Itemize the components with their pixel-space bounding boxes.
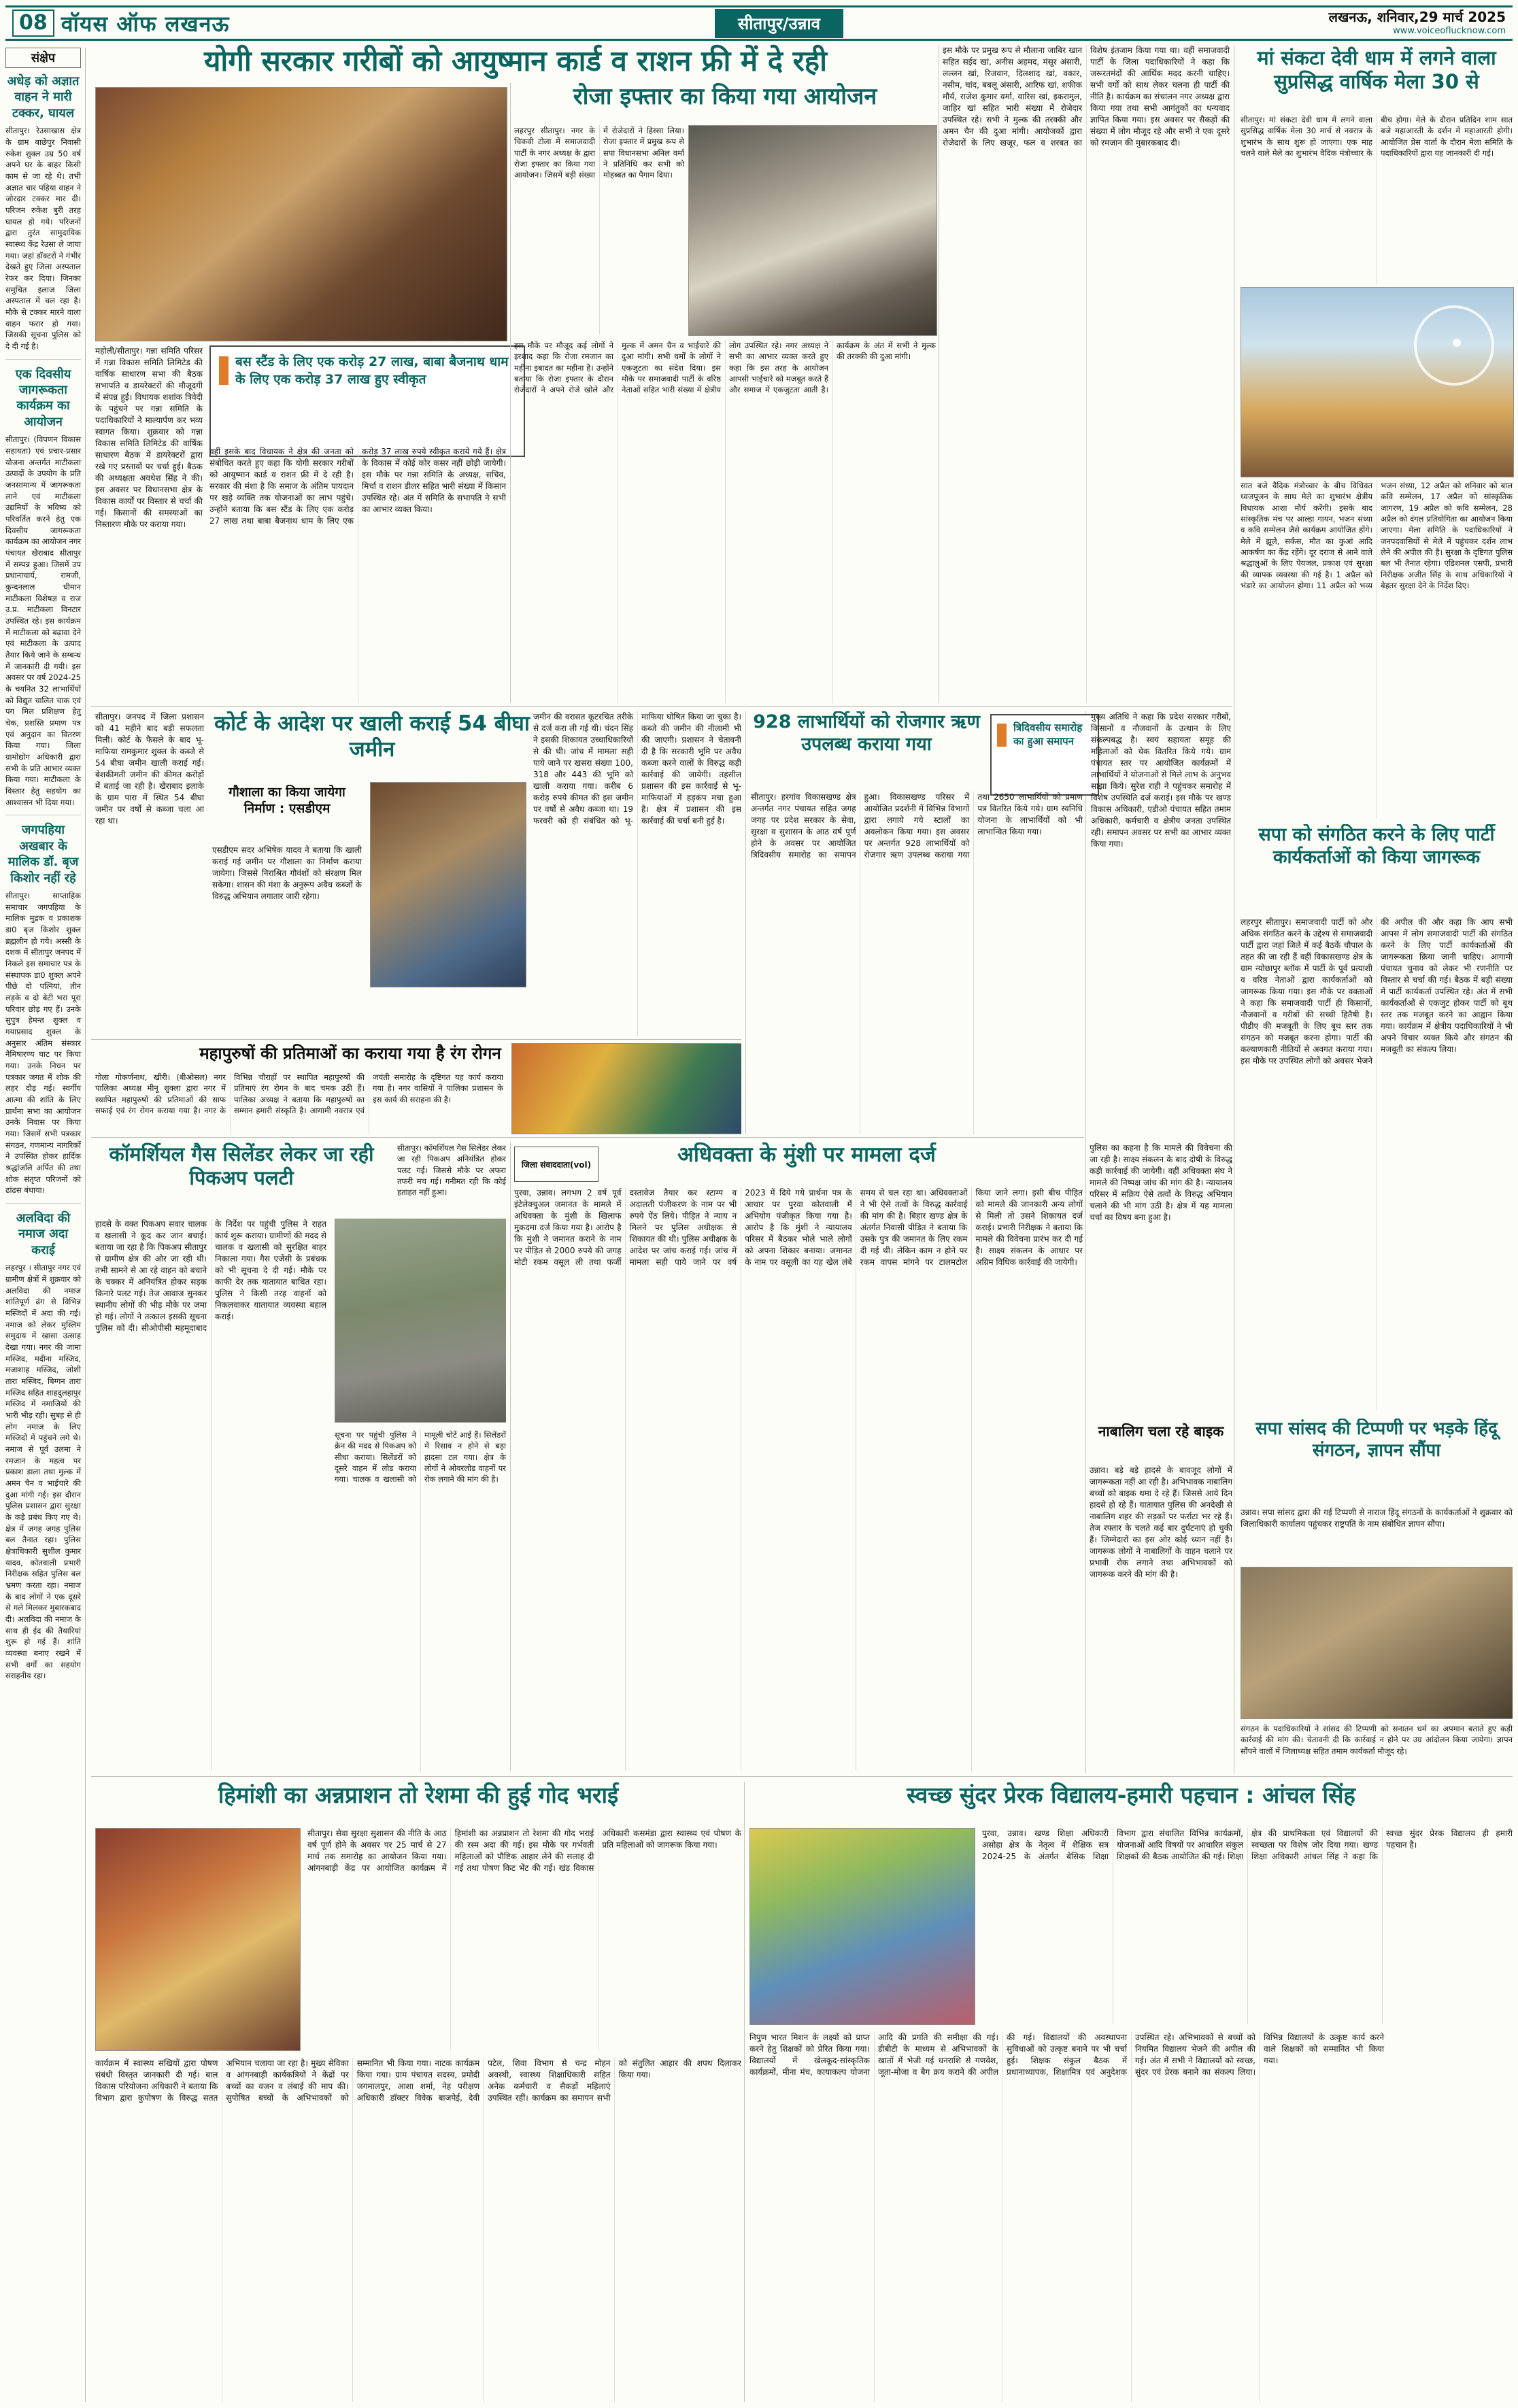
- divider: [510, 1142, 511, 1771]
- loan-headline: 928 लाभार्थियों को रोजगार ऋण उपलब्ध कराया गया: [753, 711, 980, 755]
- lead-subhead-text: बस स्टैंड के लिए एक करोड़ 27 लाख, बाबा बैजनाथ धाम के लिए एक करोड़ 37 लाख हुए स्वीकृत: [235, 354, 509, 387]
- hindu-body-bottom: संगठन के पदाधिकारियों ने सांसद की टिप्पणी को सनातन धर्म का अपमान बताते हुए कड़ी कार्रवाई की मांग की। चेतावनी दी कि कार्रवाई न होने पर उग्र आंदोलन किया जायेगा। ज्ञापन सौंपने वालों में जिलाध्यक्ष सहित तमाम कार्यकर्ता मौजूद रहे।: [1241, 1724, 1513, 1756]
- loan-article: [751, 711, 1231, 1134]
- bullet-icon: [997, 724, 1007, 747]
- divider: [91, 1776, 1513, 1777]
- loan-subhead-text: त्रिदिवसीय समारोह का हुआ समापन: [1013, 722, 1083, 748]
- brief-body: सीतापुर। (विपणन विकास सहायता) एवं प्रचार-प्रसार योजना अन्तर्गत माटीकला उत्पादों के उपयोग के प्रति जनसामान्य में जागरूकता लाने एवं माटीकला उद्यमियों के भविष्य को परिवर्तित करने हेतु एक दिवसीय जागरूकता कार्यक्रम का आयोजन नगर पंचायत खैराबाद सीतापुर में सम्पन्न हुआ। जिसमें उप प्रधानाचार्य, रामजी, कुन्दनलाल धीमान माटीकला विशेषज्ञ व राज उ.प्र. माटीकला विनटार उपस्थित रहे। इस कार्यक्रम में माटीकला को बढ़ावा देने एवं माटीकला के उत्पाद तैयार किये जाने के सम्बन्ध में जानकारी दी गयी। इस अवसर पर वर्ष 2024-25 के चयनित 32 लाभार्थियों को विद्युत चालित चाक एवं पग मिल प्रशिक्षण हेतु चेक, प्रशस्ति प्रमाण पत्र एवं अनुदान का वितरण किया गया। जिला ग्रामोद्योग अधिकारी द्वारा सभी के प्रति आभार व्यक्त किया गया। माटीकला के विस्तार हेतु सहयोग का आश्वासन भी दिया गया।: [5, 435, 81, 807]
- spa-article: [1241, 824, 1513, 1410]
- minor-bike-headline: नाबालिग चला रहे बाइक: [1098, 1423, 1224, 1440]
- munshi-body: पुरवा, उन्नाव। लगभग 2 वर्ष पूर्व इंटेलेक्चुअल जमानत के मामले में अधिवक्ता के मुंशी के खिलाफ मुकदमा दर्ज किया गया है। आरोप है कि मुंशी ने जमानत कराने के नाम पर पीड़ित से 2000 रुपये की जगह मोटी रकम वसूल ली तथा फर्जी दस्तावेज तैयार कर स्टाम्प व अदालती पंजीकरण के नाम पर भी रुपये ऐंठ लिये। पीड़ित ने न्याय न मिलने पर पुलिस अधीक्षक से शिकायत की थी। पुलिस अधीक्षक के आदेश पर जांच कराई गई। जांच में मामला सही पाये जाने पर वर्ष 2023 में दिये गये प्रार्थना पत्र के आधार पर पुरवा कोतवाली में अभियोग पंजीकृत किया गया है। आरोप है कि मुंशी ने न्यायालय परिसर में बैठकर भोले भाले लोगों को अपना शिकार बनाया। जमानत के नाम पर वसूली का यह खेल लंबे समय से चल रहा था। अधिवक्ताओं ने भी ऐसे तत्वों के विरुद्ध कार्रवाई की मांग की है। बिहार खण्ड क्षेत्र के अंतर्गत निवासी पीड़ित ने बताया कि उसके पुत्र की जमानत के लिए रकम दी गई थी। लेकिन काम न होने पर रकम वापस मांगने पर टालमटोल किया जाने लगा। इसी बीच पीड़ित को मामले की जानकारी अन्य लोगों से मिली तो उसने शिकायत दर्ज कराई। प्रभारी निरीक्षक ने बताया कि मामले की विवेचना प्रारंभ कर दी गई है। साक्ष्य संकलन के आधार पर अग्रिम विधिक कार्रवाई की जायेगी।: [514, 1188, 1083, 1268]
- brief-article: [5, 367, 81, 816]
- brief-body: सीतापुर। साप्ताहिक समाचार जगपहिया के मालिक मुद्रक व प्रकाशक डा0 बृज किशोर शुक्ल ब्रह्मलीन हो गये। अस्सी के दशक में सीतापुर जनपद में निकले इस समाचार पत्र के संस्थापक डा0 शुक्ल अपने पीछे दो पत्नियां, तीन लड़के व दो बेटी भरा पूरा परिवार छोड़ गए हैं। उनके सुपुत्र हेमन्त शुक्ल व गयाप्रसाद शुक्ल के अनुसार अंतिम संस्कार नैमिषारण्य घाट पर किया गया। उनके निधन पर पत्रकार जगत में शोक की लहर दौड़ गई। स्वर्गीय आत्मा की शांति के लिए प्रार्थना सभा का आयोजन उनके निवास पर किया गया। जिसमें सभी पत्रकार संगठन, गणमान्य नागरिकों ने उपस्थित होकर हार्दिक श्रद्धांजलि अर्पित की तथा शोक संतृप्त परिजनों को ढांढस बंधाया।: [5, 890, 81, 1195]
- brief-article: [5, 822, 81, 1204]
- brief-column: [5, 48, 86, 2402]
- cylinder-article: [95, 1142, 506, 1771]
- lead-photo: [95, 87, 507, 341]
- school-headline: स्वच्छ सुंदर प्रेरक विद्यालय-हमारी पहचान : आंचल सिंह: [907, 1782, 1355, 1808]
- school-article: [749, 1782, 1513, 2402]
- brief-body: सीतापुर। रेउसाखास क्षेत्र के ग्राम बाछेपुर निवासी रुकेश शुक्ल उम्र 50 वर्ष अपने घर के बाहर किसी काम से जा रहे थे। तभी अज्ञात चार पहिया वाहन ने जोरदार टक्कर मार दी। परिजन रुकेश बुरी तरह घायल हो गये। परिजनों द्वारा तुरंत सामुदायिक स्वास्थ्य केंद्र रेउसा ले जाया गया। जहां डॉक्टरों ने गंभीर देखते हुए जिला अस्पताल रेफर कर दिया। जिनका समुचित इलाज जिला अस्पताल में चल रहा है। मौके से टक्कर मारने वाला वाहन फरार हो गया। जिसकी सूचना पुलिस को दे दी गई है।: [5, 126, 81, 351]
- brief-label: संक्षेप: [5, 48, 81, 68]
- brief-headline: एक दिवसीय जागरूकता कार्यक्रम का आयोजन: [15, 367, 71, 429]
- hindu-article: [1241, 1419, 1513, 1774]
- divider: [91, 706, 1232, 707]
- annaprashan-body-bottom: कार्यक्रम में स्वास्थ्य सखियों द्वारा पोषण संबंधी विस्तृत जानकारी दी गई। बाल विकास परियोजना अधिकारी ने बताया कि विभाग द्वारा कुपोषण के विरुद्ध सतत अभियान चलाया जा रहा है। मुख्य सेविका व आंगनबाड़ी कार्यकत्रियों ने केंद्रों पर बच्चों का वजन व लंबाई की माप की। सुपोषित बच्चों के अभिभावकों को सम्मानित भी किया गया। नाटक कार्यक्रम किया गया। ग्राम पंचायत सदस्य, प्रमोदी जगमालपुर, आशा शर्मा, नेह परीक्षण अधिकारी डॉक्टर विवेक बाजपेई, देवी पटेल, शिवा विभाग से चन्द्र मोहन अवस्थी, स्वास्थ्य शिक्षाधिकारी सहित अनेक कर्मचारी व सैकड़ों महिलाएं उपस्थित रहीं। कार्यक्रम का समापन सभी को संतुलित आहार की शपथ दिलाकर किया गया।: [95, 2058, 741, 2103]
- brief-headline: जगपहिया अखबार के मालिक डॉ. बृज किशोर नहीं रहे: [7, 823, 79, 885]
- brief-article: [5, 1210, 81, 1689]
- mela-body-bottom: सात बजे वैदिक मंत्रोच्चार के बीच विधिवत ध्वजपूजन के साथ मेले का शुभारंभ क्षेत्रीय विधायक आशा मौर्य करेंगी। इसके बाद सांस्कृतिक मंच पर आल्हा गायन, भजन संध्या व कवि सम्मेलन जैसे कार्यक्रम आयोजित होंगे। मेले में झूले, सर्कस, मौत का कुआं आदि आकर्षण का केंद्र रहेंगे। दूर दराज से आने वाले श्रद्धालुओं के लिए पेयजल, प्रकाश एवं सुरक्षा की व्यापक व्यवस्था की गई है। 1 अप्रैल को भंडारे का आयोजन होगा। 11 अप्रैल को भव्य भजन संध्या, 12 अप्रैल को शनिवार को बाल कवि सम्मेलन, 17 अप्रैल को सांस्कृतिक जागरण, 19 अप्रैल को कवि सम्मेलन, 28 अप्रैल को दंगल प्रतियोगिता का आयोजन किया जाएगा। मेला समिति के पदाधिकारियों ने जनपदवासियों से मेले में पहुंचकर दर्शन लाभ लेने की अपील की है। सुरक्षा के दृष्टिगत पुलिस बल भी तैनात रहेगा। एडिशनल एसपी, प्रभारी निरीक्षक अजीत सिंह के साथ अधिकारियों ने बेहतर सुरक्षा देने के निर्देश दिए।: [1241, 481, 1513, 590]
- statues-article: [95, 1043, 741, 1134]
- masthead-right: [1328, 9, 1506, 37]
- munshi-body-continuation: पुलिस का कहना है कि मामले की विवेचना की जा रही है। साक्ष्य संकलन के बाद दोषी के विरुद्ध कड़ी कार्रवाई की जायेगी। वहीं अधिवक्ता संघ ने मामले की निष्पक्ष जांच की मांग की है। न्यायालय परिसर में सक्रिय ऐसे तत्वों के विरुद्ध अभियान चलाने की भी मांग उठी है। क्षेत्र में यह मामला चर्चा का विषय बना हुआ है।: [1090, 1143, 1232, 1223]
- cylinder-body-side: सीतापुर। कॉमर्शियल गैस सिलेंडर लेकर जा रही पिकअप अनियंत्रित होकर पलट गई। जिससे मौके पर अफरा तफरी मच गई। गनीमत रही कि कोई हताहत नहीं हुआ।: [397, 1143, 506, 1198]
- annaprashan-body-top: सीतापुर। सेवा सुरक्षा सुशासन की नीति के आठ वर्ष पूर्ण होने के अवसर पर 25 मार्च से 27 मार्च तक समारोह का आयोजन किया गया। आंगनबाड़ी केंद्र पर आयोजित कार्यक्रम में हिमांशी का अन्नप्राशन तो रेशमा की गोद भराई की रस्म अदा की गई। इस मौके पर गर्भवती महिलाओं को पौष्टिक आहार लेने की सलाह दी गई तथा पोषण किट भेंट की गई। खंड विकास अधिकारी कसमंडा द्वारा स्वास्थ्य एवं पोषण के प्रति महिलाओं को जागरूक किया गया।: [307, 1829, 741, 1873]
- munshi-headline: अधिवक्ता के मुंशी पर मामला दर्ज: [677, 1142, 936, 1167]
- hindu-headline: सपा सांसद की टिप्पणी पर भड़के हिंदू संगठन, ज्ञापन सौंपा: [1255, 1419, 1498, 1461]
- section-tab: सीतापुर/उन्नाव: [715, 9, 843, 38]
- munshi-byline: जिला संवाददाता(vol): [514, 1147, 598, 1182]
- school-body-bottom: निपुण भारत मिशन के लक्ष्यों को प्राप्त करने हेतु शिक्षकों को प्रेरित किया गया। विद्यालयों में खेलकूद-सांस्कृतिक कार्यक्रमों, मीना मंच, कायाकल्प योजना आदि की प्रगति की समीक्षा की गई। डीबीटी के माध्यम से अभिभावकों के खातों में भेजी गई धनराशि से गणवेश, जूता-मोजा व बैग क्रय कराने की अपील की गई। विद्यालयों की अवस्थापना सुविधाओं को उत्कृष्ट बनाने पर भी चर्चा हुई। शिक्षक संकुल बैठक में प्रधानाध्यापक, शिक्षामित्र एवं अनुदेशक उपस्थित रहे। अभिभावकों से बच्चों को नियमित विद्यालय भेजने की अपील की गई। अंत में सभी ने विद्यालयों को स्वच्छ, सुंदर एवं प्रेरक बनाने का संकल्प लिया। विभिन्न विद्यालयों के उत्कृष्ट कार्य करने वाले शिक्षकों को सम्मानित भी किया गया।: [749, 2033, 1384, 2078]
- court-officer-photo: [370, 782, 526, 987]
- iftar-body-bottom: इस मौके पर मौजूद कई लोगों ने इरशाद कहा कि रोजा रमजान का महीना इबादत का महीना है। उन्होंने बताया कि रोजा इफ्तार के दौरान रोजेदारों ने अपने रोजे खोले और मुल्क में अमन चैन व भाईचारे की दुआ मांगी। सभी धर्मों के लोगों ने एकजुटता का संदेश दिया। इस मौके पर समाजवादी पार्टी के वरिष्ठ नेताओं सहित भारी संख्या में क्षेत्रीय लोग उपस्थित रहे। नगर अध्यक्ष ने सभी का आभार व्यक्त करते हुए कहा कि इस तरह के आयोजन आपसी भाईचारे को मजबूत करते हैं और समाज में एकजुटता आती है। कार्यक्रम के अंत में सभी ने मुल्क की तरक्की की दुआ मांगी।: [514, 341, 936, 395]
- mela-headline: मां संकटा देवी धाम में लगने वाला सुप्रसिद्ध वार्षिक मेला 30 से: [1257, 46, 1496, 94]
- annaprashan-photo: [95, 1828, 301, 2051]
- court-body-col1: सीतापुर। जनपद में जिला प्रशासन को 41 महीने बाद बड़ी सफलता मिली। कोर्ट के फैसले के बाद भू-माफिया रामकुमार शुक्ल के कब्जे से 54 बीघा जमीन खाली कराई गई। बेशकीमती जमीन की कीमत करोड़ों में बताई जा रही है। खैराबाद इलाके के ग्राम पारा में स्थित 54 बीघा जमीन पर वर्षों से कब्जा चला आ रहा था।: [95, 712, 204, 826]
- page-number: 08: [12, 10, 54, 37]
- court-headline: कोर्ट के आदेश पर खाली कराई 54 बीघा जमीन: [214, 711, 530, 762]
- loan-body: सीतापुर। हरगांव विकासखण्ड क्षेत्र अन्तर्गत नगर पंचायत सहित जगह जगह पर प्रदेश सरकार के सेवा, सुरक्षा व सुशासन के आठ वर्ष पूर्ण होने के अवसर पर आयोजित त्रिदिवसीय समारोह का समापन हुआ। विकासखण्ड परिसर में आयोजित प्रदर्शनी में विभिन्न विभागों द्वारा लगाये गये स्टालों का अवलोकन किया गया। इस अवसर पर अन्तर्गत 928 लाभार्थियों को रोजगार ऋण उपलब्ध कराया गया तथा 2650 लाभार्थियों को प्रमाण पत्र वितरित किये गये। ग्राम स्वनिधि योजना के लाभार्थियों को भी लाभान्वित किया गया।: [751, 792, 1083, 860]
- lead-subhead-box: [209, 345, 525, 457]
- hindu-body-top: उन्नाव। सपा सांसद द्वारा की गई टिप्पणी से नाराज हिंदू संगठनों के कार्यकर्ताओं ने शुक्रवार को जिलाधिकारी कार्यालय पहुंचकर राष्ट्रपति के नाम संबोधित ज्ञापन सौंपा।: [1241, 1508, 1513, 1529]
- court-body-sub: एसडीएम सदर अभिषेक यादव ने बताया कि खाली कराई गई जमीन पर गौशाला का निर्माण कराया जायेगा। जिससे निराश्रित गौवंशों को संरक्षण मिल सकेगा। शासन की मंशा के अनुरूप अवैध कब्जों के विरुद्ध अभियान लगातार जारी रहेगा।: [212, 845, 362, 902]
- brief-headline: अधेड़ को अज्ञात वाहन ने मारी टक्कर, घायल: [7, 74, 80, 120]
- divider: [91, 1137, 1084, 1138]
- cylinder-photo: [335, 1219, 506, 1423]
- ferris-wheel-hub-icon: [1453, 339, 1461, 347]
- edition-dateline: लखनऊ, शनिवार,29 मार्च 2025: [1328, 9, 1506, 26]
- iftar-continuation: इस मौके पर प्रमुख रूप से मौलाना जाबिर खान सहित सईद खां, अनीस अहमद, मंसूर अंसारी, लल्लन खां, रिजवान, दिलशाद खां, वकार, नसीम, चांद, बबलू अंसारी, आरिफ खां, शफीक मौर्य, राजेश कुमार वर्मा, वारिस खां, इकरामुल, जाहिर खां सहित भारी संख्या में रोजेदार उपस्थित रहे। सभी ने मुल्क की तरक्की और अमन चैन की दुआ मांगी। आयोजकों द्वारा रोजेदारों के लिए खजूर, फल व शरबत का विशेष इंतजाम किया गया था। वहीं समाजवादी पार्टी के जिला पदाधिकारियों ने कहा कि जरूरतमंदों की आर्थिक मदद करनी चाहिए। सभी वर्गों को साथ लेकर चलना ही पार्टी की नीति है। कार्यक्रम का संचालन नगर अध्यक्ष द्वारा किया गया तथा सभी आगंतुकों का धन्यवाद ज्ञापित किया गया। इस अवसर पर सैकड़ों की संख्या में लोग मौजूद रहे और सभी ने एक दूसरे को रमजान की मुबारकबाद दी।: [943, 46, 1230, 148]
- cylinder-headline: कॉमर्शियल गैस सिलेंडर लेकर जा रही पिकअप पलटी: [109, 1142, 374, 1190]
- school-photo: [749, 1828, 975, 2025]
- iftar-body-top: लहरपुर सीतापुर। नगर के चिकवी टोला में समाजवादी पार्टी के नगर अध्यक्ष के द्वारा रोजा इफ्तार का किया गया आयोजन। जिसमें बड़ी संख्या में रोजेदारों ने हिस्सा लिया। रोजा इफ्तार में प्रमुख रूप से सपा विधानसभा अनिल वर्मा ने प्रतिनिधि कर सभी को मोहब्बत का पैगाम दिया।: [514, 126, 684, 180]
- statues-headline: महापुरुषों की प्रतिमाओं का कराया गया है रंग रोगन: [199, 1044, 501, 1063]
- spa-body: लहरपुर सीतापुर। समाजवादी पार्टी को और अधिक संगठित करने के उद्देश्य से समाजवादी पार्टी द्वारा जहां जिले में कई बैठकें चौपाल के तहत की जा रही हैं वहीं विकासखण्ड क्षेत्र के ग्राम न्योछापुर ब्लॉक में पार्टी के पूर्व प्रत्याशी व वरिष्ठ नेताओं द्वारा कार्यकर्ताओं को जागरूक किया गया। इस मौके पर वक्ताओं ने कहा कि समाजवादी पार्टी ही किसानों, नौजवानों व गरीबों की सच्ची हितैषी है। पीडीए की मजबूती के लिए बूथ स्तर तक संगठन को मजबूत करना होगा। पार्टी की कल्याणकारी नीतियों से अवगत कराया गया। इस मौके पर उपस्थित लोगों को अवसर भेजने की अपील की और कहा कि आप सभी आपस में लोग समाजवादी पार्टी की संगठित करने के लिए पार्टी कार्यकर्ताओं की जागरूकता क्रिया जानी चाहिए। आगामी पंचायत चुनाव को लेकर भी रणनीति पर विस्तार से चर्चा की गई। बैठक में बड़ी संख्या में पार्टी कार्यकर्ता उपस्थित रहे। अंत में सभी कार्यकर्ताओं से एकजुट होकर पार्टी को बूथ स्तर तक मजबूत करने का आह्वान किया गया। कार्यक्रम में क्षेत्रीय पदाधिकारियों ने भी अपने विचार व्यक्त किये और संगठन की मजबूती का संकल्प लिया।: [1241, 917, 1513, 1066]
- annaprashan-article: [95, 1782, 741, 2402]
- court-article: [95, 711, 741, 1036]
- mela-body-top: सीतापुर। मां संकटा देवी धाम में लगने वाला सुप्रसिद्ध वार्षिक मेला 30 मार्च से नवरात्र के शुभारंभ के साथ शुरू हो जाएगा। एक माह चलने वाले मेले का शुभारंभ वैदिक मंत्रोच्चार के बीच होगा। मेले के दौरान प्रतिदिन शाम सात बजे महाआरती के दर्शन में महाआरती होगी। आयोजित प्रेस वार्ता के दौरान मेला समिति के पदाधिकारियों द्वारा यह जानकारी दी गई।: [1241, 115, 1513, 158]
- court-subhead: गौशाला का किया जायेगा निर्माण : एसडीएम: [229, 785, 345, 816]
- website-url: www.voiceoflucknow.com: [1393, 26, 1506, 37]
- masthead-left: [12, 9, 229, 38]
- lead-headline: योगी सरकार गरीबों को आयुष्मान कार्ड व राशन फ्री में दे रही: [204, 44, 827, 78]
- cylinder-body-main: हादसे के वक्त पिकअप सवार चालक व खलासी ने कूद कर जान बचाई। बताया जा रहा है कि पिकअप सीतापुर से ग्रामीण क्षेत्र की ओर जा रही थी। तभी सामने से आ रहे वाहन को बचाने के चक्कर में अनियंत्रित होकर सड़क किनारे पलट गई। तेज आवाज सुनकर स्थानीय लोगों की भीड़ मौके पर जमा हो गई। लोगों ने तत्काल इसकी सूचना पुलिस को दी। सीओपीसी महमूदाबाद के निर्देश पर पहुंची पुलिस ने राहत कार्य शुरू कराया। ग्रामीणों की मदद से चालक व खलासी को सुरक्षित बाहर निकाला गया। गैस एजेंसी के प्रबंधक को भी सूचना दे दी गई। मौके पर काफी देर तक यातायात बाधित रहा। पुलिस ने किसी तरह वाहनों को निकलवाकर यातायात व्यवस्था बहाल कराई।: [95, 1219, 326, 1334]
- divider: [91, 1039, 741, 1040]
- school-body-top: पुरवा, उन्नाव। खण्ड शिक्षा अधिकारी असोहा क्षेत्र के नेतृत्व में शैक्षिक सत्र 2024-25 के अंतर्गत बेसिक शिक्षा विभाग द्वारा संचालित विभिन्न कार्यक्रमों, योजनाओं आदि विषयों पर आधारित संकुल शिक्षकों की बैठक आयोजित की गई। शिक्षा क्षेत्र की प्राथमिकता एवं विद्यालयों की स्वच्छता पर विशेष जोर दिया गया। खण्ड शिक्षा अधिकारी आंचल सिंह ने कहा कि स्वच्छ सुंदर प्रेरक विद्यालय ही हमारी पहचान है।: [982, 1829, 1513, 1862]
- mela-photo: [1241, 287, 1514, 477]
- iftar-headline: रोजा इफ्तार का किया गया आयोजन: [573, 83, 877, 110]
- divider: [745, 711, 746, 1134]
- statues-photo: [511, 1043, 741, 1134]
- divider: [510, 83, 511, 703]
- munshi-article: [514, 1142, 1083, 1771]
- minor-bike-body: उन्नाव। बड़े बड़े हादसे के बावजूद लोगों में जागरूकता नहीं आ रही है। अभिभावक नाबालिग बच्चों को बाइक थमा दे रहे हैं। जिससे आये दिन हादसे हो रहे हैं। यातायात पुलिस की अनदेखी से नाबालिग शहर की सड़कों पर फर्राटा भर रहे हैं। तेज रफ्तार के चलते कई बार दुर्घटनाएं हो चुकी हैं। जिम्मेदारों का इस ओर कोई ध्यान नहीं है। जागरूक लोगों ने नाबालिगों के वाहन चलाने पर प्रभावी रोक लगाने तथा अभिभावकों को जागरूक करने की मांग की है।: [1090, 1465, 1232, 1580]
- iftar-photo: [688, 125, 937, 336]
- brief-headline: अलविदा की नमाज अदा कराई: [16, 1211, 71, 1257]
- cylinder-body-below: सूचना पर पहुंची पुलिस ने क्रेन की मदद से पिकअप को सीधा कराया। सिलेंडरों को दूसरे वाहन में लोड कराया गया। चालक व खलासी को मामूली चोटें आई हैं। सिलेंडरों में रिसाव न होने से बड़ा हादसा टल गया। क्षेत्र के लोगों ने ओवरलोड वाहनों पर रोक लगाने की मांग की है।: [335, 1430, 506, 1485]
- paper-name: वॉयस ऑफ लखनऊ: [61, 10, 230, 37]
- bullet-icon: [219, 356, 229, 385]
- lead-body-col1: महोली/सीतापुर। गन्ना समिति परिसर में गन्ना विकास समिति लिमिटेड की वार्षिक साधारण सभा की बैठक सभापति व डायरेक्टरों की मौजूदगी में संपन्न हुई। विधायक शशांक त्रिवेदी के पहुंचने पर गन्ना समिति के पदाधिकारियों ने माल्यार्पण कर भव्य स्वागत किया। शुक्रवार को गन्ना विकास समिति लिमिटेड की वार्षिक साधारण बैठक में डायरेक्टरों द्वारा रखे गए प्रस्तावों पर चर्चा हुई। बैठक की अध्यक्षता अवधेश सिंह ने की। इस अवसर पर विधानसभा क्षेत्र के विकास कार्यों पर विस्तार से चर्चा की गई। किसानों की समस्याओं का निस्तारण मौके पर कराया गया।: [95, 346, 203, 530]
- minor-bike-article: [1090, 1423, 1232, 1774]
- court-body-right: जमीन की वरासत कूटरचित तरीके से दर्ज करा ली गई थी। चंदन सिंह ने इसकी शिकायत उच्चाधिकारियों से की थी। जांच में मामला सही पाये जाने पर खसरा संख्या 100, 318 और 443 की भूमि को खाली कराया गया। करीब 6 करोड़ रुपये कीमत की इस जमीन पर वर्षों से अवैध कब्जा था। 19 फरवरी को ही संबंधित को भू-माफिया घोषित किया जा चुका है। कब्जे की जमीन की नीलामी भी की जाएगी। प्रशासन ने चेतावनी दी है कि सरकारी भूमि पर अवैध कब्जा करने वालों के विरुद्ध कड़ी कार्रवाई की जायेगी। तहसील प्रशासन की इस कार्रवाई से भू-माफियाओं में हड़कंप मचा हुआ है। क्षेत्र में प्रशासन की इस कार्रवाई की चर्चा बनी हुई है।: [533, 712, 741, 826]
- annaprashan-headline: हिमांशी का अन्नप्राशन तो रेशमा की हुई गोद भराई: [218, 1782, 619, 1808]
- statues-body: गोला गोकर्णनाथ, खीरी। (बीओसल) नगर पालिका अध्यक्ष मीनू शुक्ला द्वारा नगर में स्थापित महापुरुषों की प्रतिमाओं की साफ सफाई एवं रंग रोगन कराया गया है। नगर के विभिन्न चौराहों पर स्थापित महापुरुषों की प्रतिमाएं रंग रोगन के बाद चमक उठी हैं। पालिका अध्यक्ष ने बताया कि महापुरुषों का सम्मान हमारी संस्कृति है। आगामी नवरात्र एवं जयंती समारोह के दृष्टिगत यह कार्य कराया गया है। नगर वासियों ने पालिका प्रशासन के इस कार्य की सराहना की है।: [95, 1072, 503, 1115]
- brief-body: लहरपुर । सीतापुर नगर एवं ग्रामीण क्षेत्रों में शुक्रवार को अलविदा की नमाज शांतिपूर्ण ढंग से विभिन्न मस्जिदों में अदा की गई। नमाज को लेकर मुस्लिम समुदाय में खासा उत्साह देखा गया। नगर की जामा मस्जिद, मदीना मस्जिद, मजाशाह मस्जिद, जोशी तारा मस्जिद, बिग्गन तारा मस्जिद सहित शाहदुलहापुर मस्जिद में नमाजियों की भारी भीड़ रही। सुबह से ही लोग नमाज के लिए मस्जिदों में पहुंचने लगे थे। नमाज से पूर्व उलमा ने रमजान के महत्व पर प्रकाश डाला तथा मुल्क में अमन चैन व भाईचारे की दुआ मांगी गई। इस दौरान पुलिस प्रशासन द्वारा सुरक्षा के कड़े प्रबंध किए गए थे। क्षेत्र में जगह जगह पुलिस बल तैनात रहा। पुलिस क्षेत्राधिकारी सुशील कुमार यादव, कोतवाली प्रभारी निरीक्षक सहित पुलिस बल भ्रमण करता रहा। नमाज के बाद लोगों ने एक दूसरे से गले मिलकर मुबारकबाद दी। अलविदा की नमाज के साथ ही ईद की तैयारियां शुरू हो गई हैं। शांति व्यवस्था बनाए रखने में सभी वर्गों का सहयोग सराहनीय रहा।: [5, 1263, 81, 1681]
- hindu-memorandum-photo: [1241, 1567, 1513, 1719]
- spa-headline: सपा को संगठित करने के लिए पार्टी कार्यकर्ताओं को किया जागरूक: [1258, 824, 1495, 868]
- masthead: [5, 5, 1513, 41]
- lead-body-cols: वहीं इसके बाद विधायक ने क्षेत्र की जनता को संबोधित करते हुए कहा कि योगी सरकार गरीबों को आयुष्मान कार्ड व राशन फ्री में दे रही है। सरकार की मंशा है कि समाज के अंतिम पायदान पर खड़े व्यक्ति तक योजनाओं का लाभ पहुंचे। उन्होंने बताया कि बस स्टैंड के लिए एक करोड़ 27 लाख तथा बाबा बैजनाथ धाम के लिए एक करोड़ 37 लाख रुपये स्वीकृत कराये गये हैं। क्षेत्र के विकास में कोई कोर कसर नहीं छोड़ी जायेगी। इस मौके पर गन्ना समिति के अध्यक्ष, सचिव, मिर्चा व राशन डीलर सहित भारी संख्या में किसान उपस्थित रहे। अंत में समिति के सभापति ने सभी का आभार व्यक्त किया।: [209, 447, 506, 526]
- loan-body-right: मुख्य अतिथि ने कहा कि प्रदेश सरकार गरीबों, किसानों व नौजवानों के उत्थान के लिए संकल्पबद्ध है। स्वयं सहायता समूह की महिलाओं को चेक वितरित किये गये। ग्राम पंचायत स्तर पर आयोजित कार्यक्रमों में लाभार्थियों ने योजनाओं से मिले लाभ के अनुभव साझा किये। सुरेश राही ने पहुंचकर समारोह में विशेष उपस्थिति दर्ज कराई। इस मौके पर खण्ड विकास अधिकारी, एडीओ पंचायत सहित तमाम अधिकारी, कर्मचारी व क्षेत्रीय जनता उपस्थित रही। समापन अवसर पर सभी का आभार व्यक्त किया गया।: [1091, 712, 1231, 849]
- brief-article: [5, 73, 81, 360]
- divider: [744, 1782, 745, 2402]
- loan-subhead-box: [990, 714, 1099, 796]
